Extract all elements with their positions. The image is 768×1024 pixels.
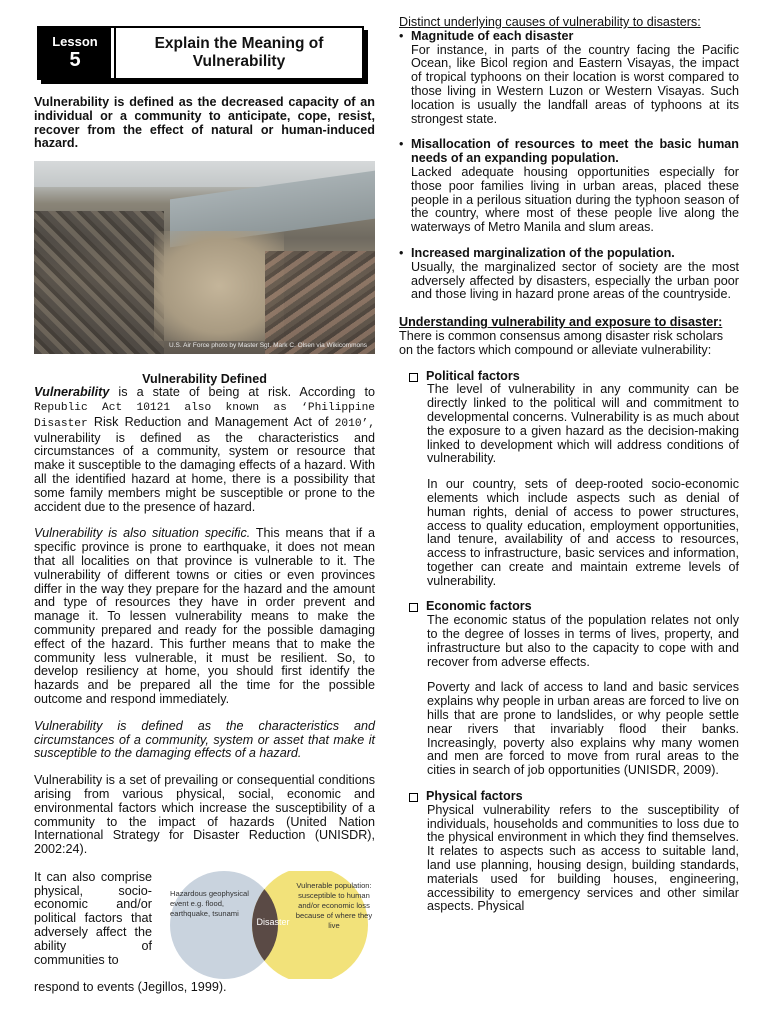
paragraph-definition xyxy=(34,386,375,514)
lesson-title: Explain the Meaning of Vulnerability xyxy=(114,28,362,78)
factor-paragraph: Poverty and lack of access to land and basic services explains why people in urban areas are forced to live on hills that are prone to landslides, or why people settle near rivers that invariably flood their banks. Increasingly, poverty also explains why many women and men are forced to move from rural areas to the cities in search of job opportunities (UNISDR, 2009). xyxy=(427,680,739,778)
factors-diagram-block xyxy=(34,871,375,1001)
bullet-icon: • xyxy=(399,137,404,152)
factor-paragraph: In our country, sets of deep-rooted socio-economic elements which include aspects such as denial of human rights, denial of access to power structures, access to quality education, employment opportunities, land tenure, availability of and access to resources, access to infrastructure, basic services and information, together can create and maintain extreme levels of vulnerability. xyxy=(427,477,739,588)
factor-physical xyxy=(409,790,739,804)
factor-economic xyxy=(409,600,739,614)
understanding-heading: Understanding vulnerability and exposure to disaster: xyxy=(399,315,723,330)
cause-body: Lacked adequate housing opportunities especially for those poor families living in urban areas, placed these people in a perilous situation during the typhoon season of the country, where most of these people live along the waterways of Metro Manila and slum areas. xyxy=(411,164,739,235)
intro-definition: Vulnerability is defined as the decreased capacity of an individual or a community to anticipate, cope, resist, recover from the effect of natural or human-induced hazard. xyxy=(34,95,375,151)
cause-title: Misallocation of resources to meet the basic human needs of an expanding population. xyxy=(411,137,739,166)
term-vulnerability: Vulnerability xyxy=(34,385,110,400)
paragraph-unisdr: Vulnerability is a set of prevailing or consequential conditions arising from various physical, social, economic and environmental factors which increase the susceptibility of a community to the impact of hazards (United Nation International Strategy for Disaster Reduction (UNISDR), 2002:24). xyxy=(34,773,375,857)
bullet-icon: • xyxy=(399,245,404,260)
paragraph-jegillos: It can also comprise physical, socio-economic and/or political factors that adversely affect the ability of communities to xyxy=(34,869,152,967)
paragraph-definition-italic: Vulnerability is defined as the characteristics and circumstances of a community, system or asset that make it susceptible to the damaging effects of a hazard. xyxy=(34,718,375,761)
venn-left-label: Hazardous geophysical event e.g. flood, earthquake, tsunami xyxy=(170,888,249,918)
cause-body: Usually, the marginalized sector of society are the most adversely affected by disasters, especially the urban poor and those living in hazard prone areas of the countryside. xyxy=(411,259,739,302)
lesson-label: Lesson xyxy=(52,34,98,49)
checkbox-bullet-icon xyxy=(409,793,418,802)
section-heading-defined: Vulnerability Defined xyxy=(142,372,267,387)
text-span-mono: 2010’, xyxy=(334,417,375,430)
factor-paragraph: Physical vulnerability refers to the susceptibility of individuals, households and communities to loss due to the physical environment in which they find themselves. It relates to aspects such as access to suitable land, land use planning, housing design, building standards, materials used for building houses, engineering, accessibility to emergency services and other similar aspects. Physical xyxy=(427,802,739,914)
factor-paragraph: The level of vulnerability in any community can be directly linked to the political will and commitment to developmental concerns. Vulnerability is as much about the exposure to a given hazard as the decision-making linked to development which will address conditions of vulnerability. xyxy=(427,382,739,466)
venn-center-label: Disaster xyxy=(256,916,290,927)
cause-title: Increased marginalization of the population. xyxy=(411,245,675,260)
text-span: is a state of being at risk. According to xyxy=(109,385,375,400)
cause-body: For instance, in parts of the country facing the Pacific Ocean, like Bicol region and Eastern Visayas, the impact of tropical typhoons on their location is worst compared to those living in Western Luzon or Western Visayas. Such location is usually the landfall areas of typhoons at its strongest state. xyxy=(411,42,739,126)
left-column xyxy=(34,26,375,1001)
checkbox-bullet-icon xyxy=(409,373,418,382)
text-span-mono: Republic Act 10121 also known as ‘Philippine Disaster xyxy=(34,401,375,430)
text-span-italic: Vulnerability is also situation specific. xyxy=(34,526,251,541)
text-span: Risk Reduction and Management Act of xyxy=(87,414,335,429)
factor-title: Physical factors xyxy=(426,789,523,804)
causes-heading: Distinct underlying causes of vulnerability to disasters: xyxy=(399,15,701,29)
paragraph-jegillos-tail: respond to events (Jegillos, 1999). xyxy=(34,979,227,994)
cause-item-marginalization xyxy=(399,247,739,302)
paragraph-situation-specific xyxy=(34,527,375,706)
text-span: vulnerability is defined as the characteristics and circumstances of a community, system or resource that make it susceptible to the damaging effects of a hazard. With all the identified hazard at home, there is a possibility that some family members might be susceptible or prone to the accident due to the presence of hazard. xyxy=(34,430,375,514)
disaster-venn-diagram xyxy=(162,871,377,979)
understanding-intro: There is common consensus among disaster risk scholars on the factors which compound or alleviate vulnerability: xyxy=(399,328,724,357)
bullet-icon: • xyxy=(399,28,404,43)
factor-paragraph: The economic status of the population relates not only to the degree of losses in terms of lives, property, and infrastructure but also to the capacity to cope with and recover from adverse effects. xyxy=(427,613,739,669)
checkbox-bullet-icon xyxy=(409,603,418,612)
lesson-header xyxy=(37,26,364,80)
photo-credit: U.S. Air Force photo by Master Sgt. Mark C. Olsen via Wikicommons xyxy=(169,342,367,350)
lesson-number: 5 xyxy=(69,49,81,71)
right-column xyxy=(399,16,739,914)
lesson-badge xyxy=(39,28,114,78)
flood-aerial-photo xyxy=(34,161,375,354)
cause-item-magnitude xyxy=(399,30,739,127)
factor-title: Economic factors xyxy=(426,599,532,614)
venn-right-label: Vulnerable population: susceptible to human and/or economic loss because of where they live xyxy=(295,880,373,930)
cause-item-misallocation xyxy=(399,138,739,235)
factor-political xyxy=(409,370,739,384)
factor-title: Political factors xyxy=(426,368,520,383)
text-span: This means that if a specific province is prone to earthquake, it does not mean that all localities on that province is vulnerable to it. The vulnerability of different towns or cities or even provinces differ in the way they prepare for the hazard and the amount and type of resources they have in order prevent and manage it. To lessen vulnerability means to make the community prepared and ready for the possible damaging effect of the hazard. This further means that to make the community less vulnerable, it must be resilient. So, to develop resiliency at home, you should first identify the hazards and be prepared all the time for the possible outcome and respond immediately. xyxy=(34,526,376,706)
cause-title: Magnitude of each disaster xyxy=(411,28,574,43)
